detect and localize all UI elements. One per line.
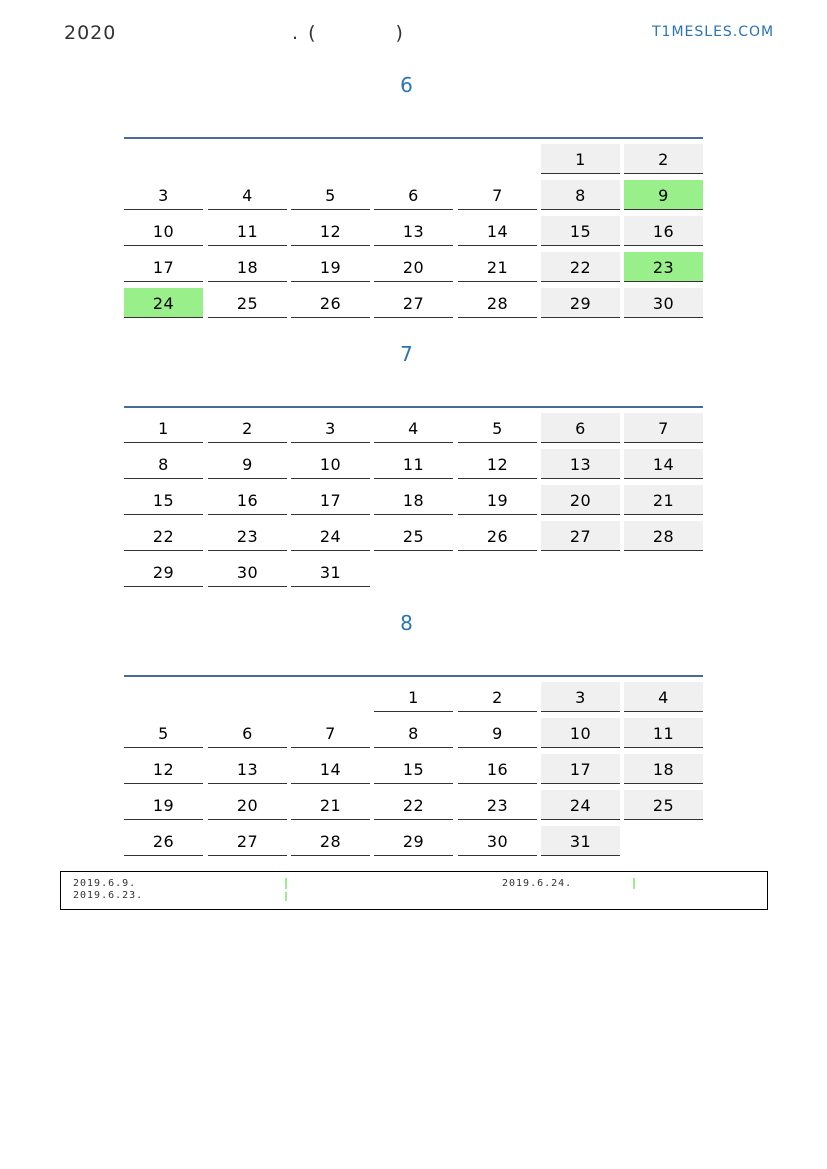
day-cell[interactable]: 13 [374, 216, 453, 246]
day-cell[interactable]: 1 [124, 413, 203, 443]
day-cell[interactable]: 27 [541, 521, 620, 551]
day-cell[interactable]: 12 [291, 216, 370, 246]
day-cell[interactable]: 29 [541, 288, 620, 318]
day-cell[interactable]: 22 [124, 521, 203, 551]
day-cell[interactable]: 19 [291, 252, 370, 282]
legend-box [60, 871, 768, 910]
day-cell[interactable]: 5 [124, 718, 203, 748]
day-cell[interactable]: 31 [541, 826, 620, 856]
day-cell[interactable]: 30 [208, 557, 287, 587]
day-cell[interactable]: 20 [208, 790, 287, 820]
day-cell[interactable]: 28 [458, 288, 537, 318]
day-cell[interactable]: 27 [374, 288, 453, 318]
day-cell[interactable]: 23 [208, 521, 287, 551]
day-cell[interactable]: 6 [208, 718, 287, 748]
day-cell[interactable]: 2 [458, 682, 537, 712]
day-cell[interactable]: 10 [291, 449, 370, 479]
day-cell[interactable]: 16 [208, 485, 287, 515]
day-cell[interactable]: 26 [291, 288, 370, 318]
day-cell[interactable]: 2 [624, 144, 703, 174]
day-cell[interactable]: 9 [208, 449, 287, 479]
day-cell[interactable]: 21 [291, 790, 370, 820]
day-cell[interactable]: 2 [208, 413, 287, 443]
day-cell[interactable]: 7 [291, 718, 370, 748]
header-subtitle [292, 22, 405, 44]
day-cell[interactable]: 5 [291, 180, 370, 210]
header-year: 2020 [64, 22, 117, 44]
day-cell[interactable]: 15 [541, 216, 620, 246]
day-cell[interactable]: 26 [124, 826, 203, 856]
day-cell[interactable]: 10 [124, 216, 203, 246]
day-cell[interactable]: 29 [124, 557, 203, 587]
day-cell[interactable]: 26 [458, 521, 537, 551]
day-cell[interactable]: 3 [291, 413, 370, 443]
day-cell[interactable]: 25 [374, 521, 453, 551]
day-cell[interactable]: 13 [208, 754, 287, 784]
day-cell[interactable]: 8 [541, 180, 620, 210]
month-title: 8 [400, 611, 413, 635]
day-cell[interactable]: 24 [291, 521, 370, 551]
day-cell[interactable]: 4 [374, 413, 453, 443]
day-cell[interactable]: 27 [208, 826, 287, 856]
day-cell[interactable]: 1 [374, 682, 453, 712]
day-cell[interactable]: 6 [374, 180, 453, 210]
day-cell[interactable]: 23 [624, 252, 703, 282]
day-cell[interactable]: 21 [458, 252, 537, 282]
day-cell[interactable]: 20 [541, 485, 620, 515]
day-cell[interactable]: 3 [541, 682, 620, 712]
day-cell[interactable]: 22 [541, 252, 620, 282]
day-cell[interactable]: 16 [458, 754, 537, 784]
day-cell[interactable]: 3 [124, 180, 203, 210]
day-cell[interactable]: 25 [624, 790, 703, 820]
day-cell[interactable]: 17 [291, 485, 370, 515]
day-cell[interactable]: 5 [458, 413, 537, 443]
day-cell[interactable]: 11 [208, 216, 287, 246]
day-cell[interactable]: 17 [124, 252, 203, 282]
month-title: 6 [400, 73, 413, 97]
day-cell[interactable]: 1 [541, 144, 620, 174]
legend-item-date-2: 2019.6.23. [73, 890, 144, 901]
day-cell[interactable]: 20 [374, 252, 453, 282]
day-cell[interactable]: 9 [458, 718, 537, 748]
legend-highlight-swatch-3 [633, 878, 635, 889]
day-cell[interactable]: 6 [541, 413, 620, 443]
day-cell[interactable]: 14 [458, 216, 537, 246]
day-cell[interactable]: 11 [374, 449, 453, 479]
day-cell[interactable]: 12 [458, 449, 537, 479]
day-cell[interactable]: 25 [208, 288, 287, 318]
day-cell[interactable]: 21 [624, 485, 703, 515]
day-cell[interactable]: 13 [541, 449, 620, 479]
header-subtitle-left: . ( [292, 22, 318, 44]
day-cell[interactable]: 16 [624, 216, 703, 246]
day-cell[interactable]: 15 [124, 485, 203, 515]
day-cell[interactable]: 24 [124, 288, 203, 318]
month-grid [124, 675, 703, 677]
day-cell[interactable]: 8 [374, 718, 453, 748]
legend-item-date-1: 2019.6.9. [73, 878, 137, 889]
day-cell[interactable]: 30 [458, 826, 537, 856]
day-cell[interactable]: 28 [291, 826, 370, 856]
day-cell[interactable]: 8 [124, 449, 203, 479]
day-cell[interactable]: 10 [541, 718, 620, 748]
day-cell[interactable]: 18 [208, 252, 287, 282]
month-grid [124, 406, 703, 408]
day-cell[interactable]: 17 [541, 754, 620, 784]
month-title: 7 [400, 342, 413, 366]
day-cell[interactable]: 28 [624, 521, 703, 551]
day-cell[interactable]: 30 [624, 288, 703, 318]
day-cell[interactable]: 7 [458, 180, 537, 210]
day-cell[interactable]: 18 [624, 754, 703, 784]
day-cell[interactable]: 23 [458, 790, 537, 820]
day-cell[interactable]: 9 [624, 180, 703, 210]
month-grid [124, 137, 703, 139]
day-cell[interactable]: 14 [624, 449, 703, 479]
day-cell[interactable]: 22 [374, 790, 453, 820]
day-cell[interactable]: 31 [291, 557, 370, 587]
day-cell[interactable]: 14 [291, 754, 370, 784]
site-link[interactable]: T1MESLES.COM [652, 24, 775, 40]
day-cell[interactable]: 19 [458, 485, 537, 515]
day-cell[interactable]: 12 [124, 754, 203, 784]
day-cell[interactable]: 19 [124, 790, 203, 820]
legend-highlight-swatch-1 [285, 878, 287, 889]
legend-item-date-3: 2019.6.24. [502, 878, 573, 889]
day-cell[interactable]: 7 [624, 413, 703, 443]
day-cell[interactable]: 29 [374, 826, 453, 856]
day-cell[interactable]: 24 [541, 790, 620, 820]
day-cell[interactable]: 4 [208, 180, 287, 210]
legend-highlight-swatch-2 [285, 892, 287, 901]
day-cell[interactable]: 15 [374, 754, 453, 784]
day-cell[interactable]: 4 [624, 682, 703, 712]
day-cell[interactable]: 18 [374, 485, 453, 515]
header-subtitle-right: ) [395, 22, 405, 44]
day-cell[interactable]: 11 [624, 718, 703, 748]
